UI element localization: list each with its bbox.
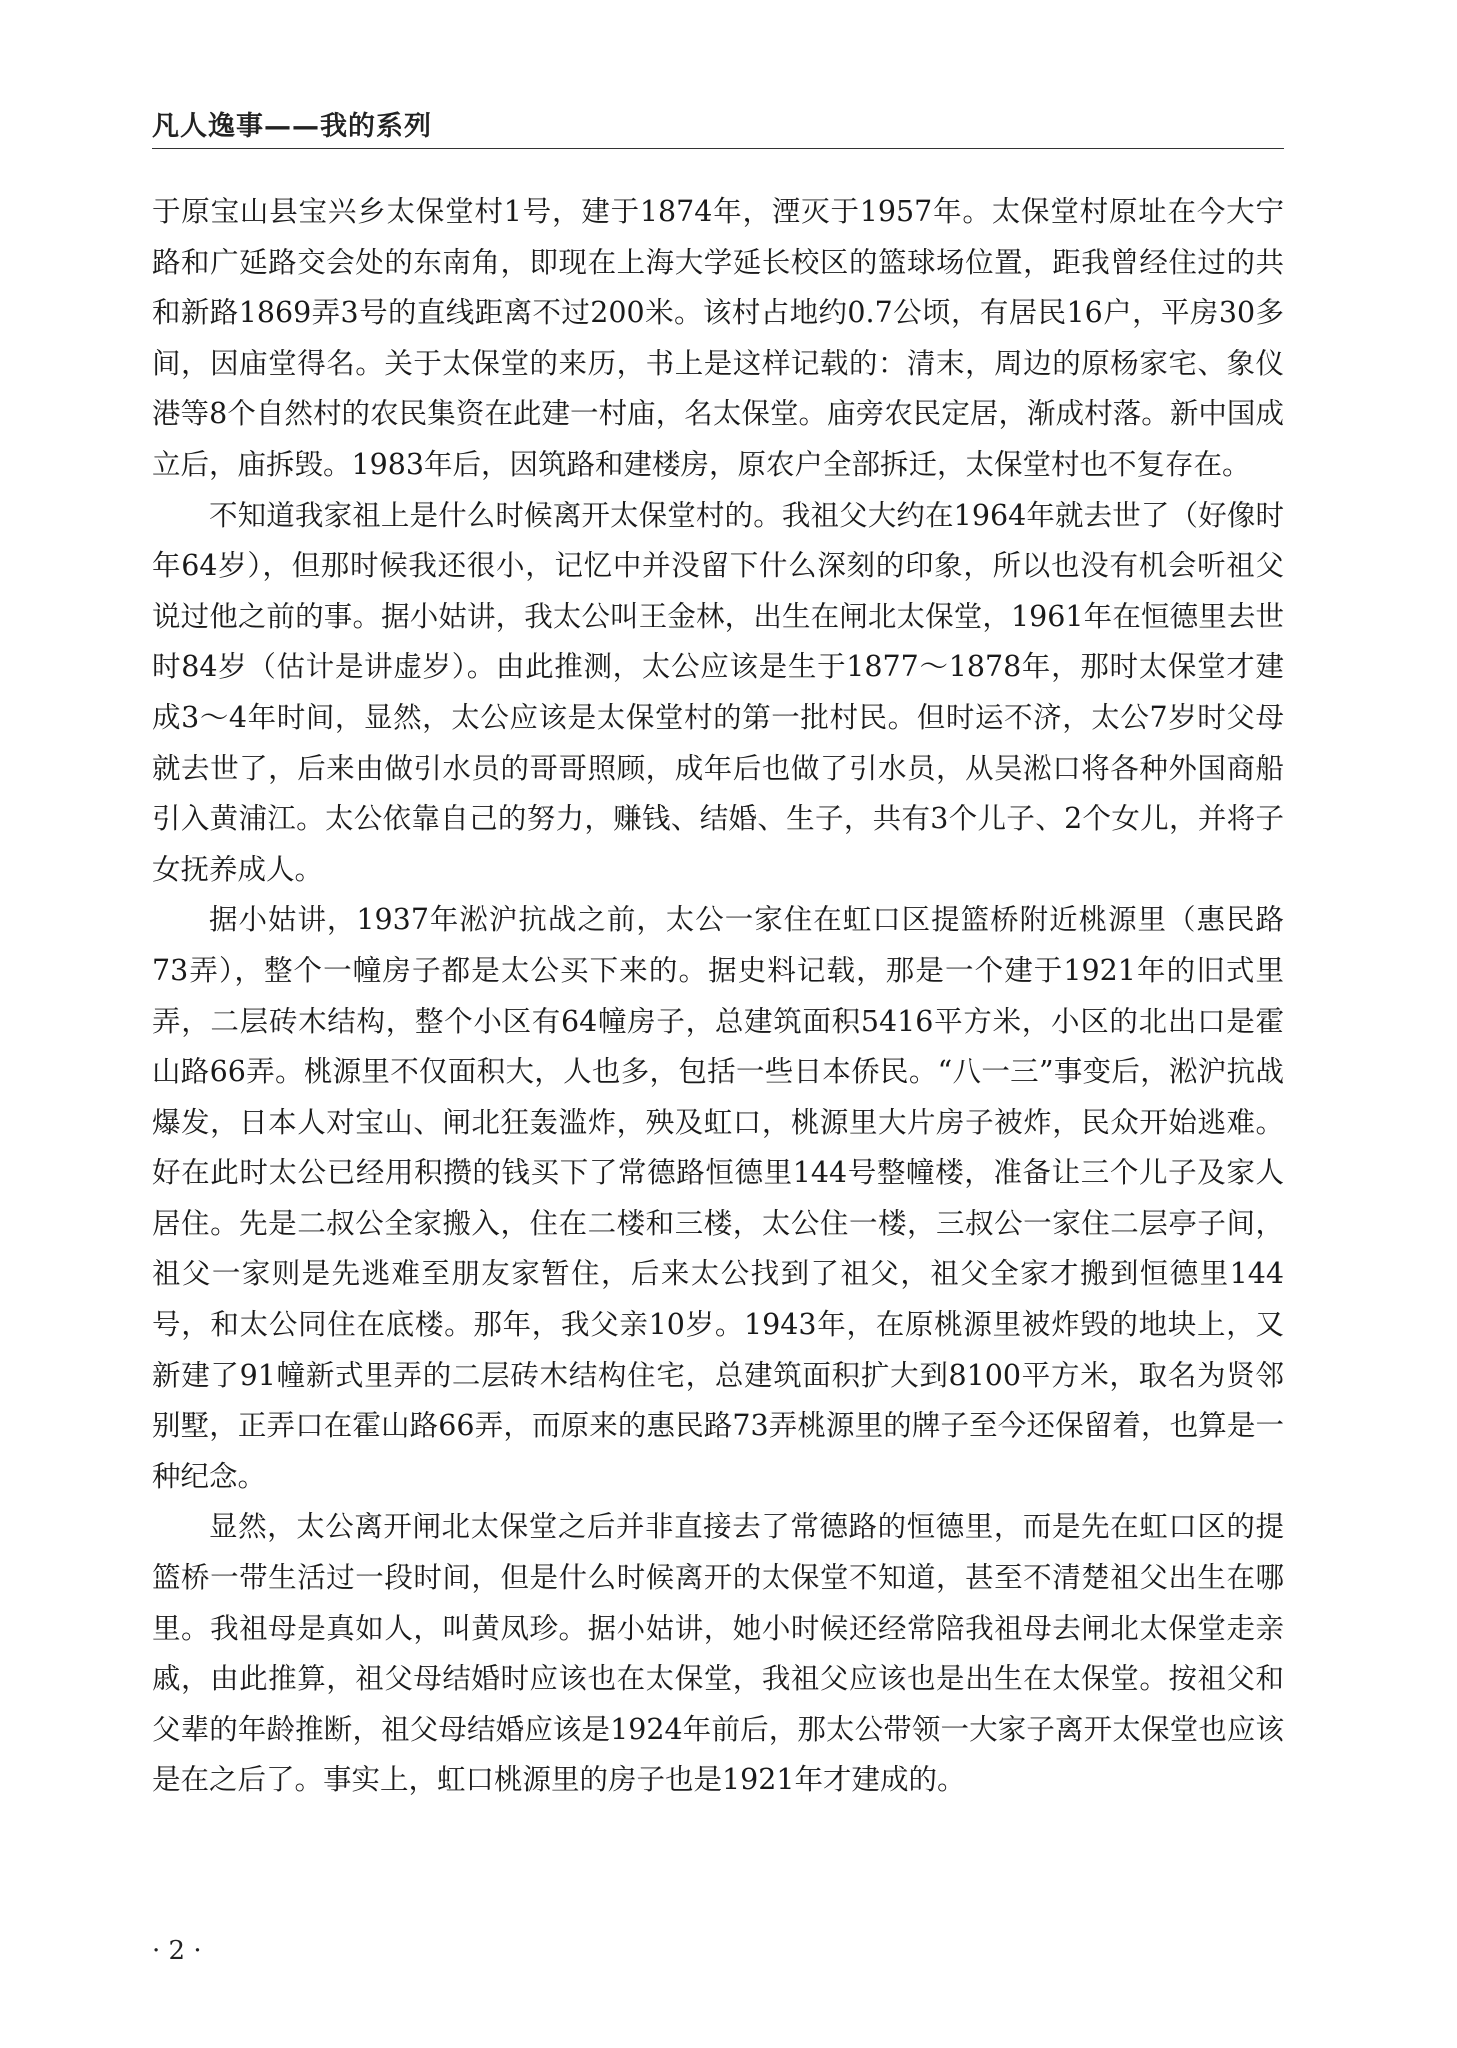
body-text <box>152 187 1284 1806</box>
page-number: · 2 · <box>152 1936 202 1966</box>
header-divider <box>152 148 1284 149</box>
paragraph-4: 显然，太公离开闸北太保堂之后并非直接去了常德路的恒德里，而是先在虹口区的提篮桥一带生活过一段时间，但是什么时候离开的太保堂不知道，甚至不清楚祖父出生在哪里。我祖母是真如人，叫黄凤珍。据小姑讲，她小时候还经常陪我祖母去闸北太保堂走亲戚，由此推算，祖父母结婚时应该也在太保堂，我祖父应该也是出生在太保堂。按祖父和父辈的年龄推断，祖父母结婚应该是1924年前后，那太公带领一大家子离开太保堂也应该是在之后了。事实上，虹口桃源里的房子也是1921年才建成的。 <box>152 1510 1284 1797</box>
running-header-title: 凡人逸事——我的系列 <box>152 111 432 142</box>
paragraph-3: 据小姑讲，1937年淞沪抗战之前，太公一家住在虹口区提篮桥附近桃源里（惠民路73弄），整个一幢房子都是太公买下来的。据史料记载，那是一个建于1921年的旧式里弄，二层砖木结构，整个小区有64幢房子，总建筑面积5416平方米，小区的北出口是霍山路66弄。桃源里不仅面积大，人也多，包括一些日本侨民。“八一三”事变后，淞沪抗战爆发，日本人对宝山、闸北狂轰滥炸，殃及虹口，桃源里大片房子被炸，民众开始逃难。好在此时太公已经用积攒的钱买下了常德路恒德里144号整幢楼，准备让三个儿子及家人居住。先是二叔公全家搬入，住在二楼和三楼，太公住一楼，三叔公一家住二层亭子间，祖父一家则是先逃难至朋友家暂住，后来太公找到了祖父，祖父全家才搬到恒德里144号，和太公同住在底楼。那年，我父亲10岁。1943年，在原桃源里被炸毁的地块上，又新建了91幢新式里弄的二层砖木结构住宅，总建筑面积扩大到8100平方米，取名为贤邻别墅，正弄口在霍山路66弄，而原来的惠民路73弄桃源里的牌子至今还保留着，也算是一种纪念。 <box>152 903 1284 1493</box>
paragraph-2: 不知道我家祖上是什么时候离开太保堂村的。我祖父大约在1964年就去世了（好像时年64岁），但那时候我还很小，记忆中并没留下什么深刻的印象，所以也没有机会听祖父说过他之前的事。据小姑讲，我太公叫王金林，出生在闸北太保堂，1961年在恒德里去世时84岁（估计是讲虚岁）。由此推测，太公应该是生于1877～1878年，那时太保堂才建成3～4年时间，显然，太公应该是太保堂村的第一批村民。但时运不济，太公7岁时父母就去世了，后来由做引水员的哥哥照顾，成年后也做了引水员，从吴淞口将各种外国商船引入黄浦江。太公依靠自己的努力，赚钱、结婚、生子，共有3个儿子、2个女儿，并将子女抚养成人。 <box>152 498 1284 886</box>
paragraph-1: 于原宝山县宝兴乡太保堂村1号，建于1874年，湮灭于1957年。太保堂村原址在今大宁路和广延路交会处的东南角，即现在上海大学延长校区的篮球场位置，距我曾经住过的共和新路1869弄3号的直线距离不过200米。该村占地约0.7公顷，有居民16户，平房30多间，因庙堂得名。关于太保堂的来历，书上是这样记载的：清末，周边的原杨家宅、象仪港等8个自然村的农民集资在此建一村庙，名太保堂。庙旁农民定居，渐成村落。新中国成立后，庙拆毁。1983年后，因筑路和建楼房，原农户全部拆迁，太保堂村也不复存在。 <box>152 195 1284 481</box>
